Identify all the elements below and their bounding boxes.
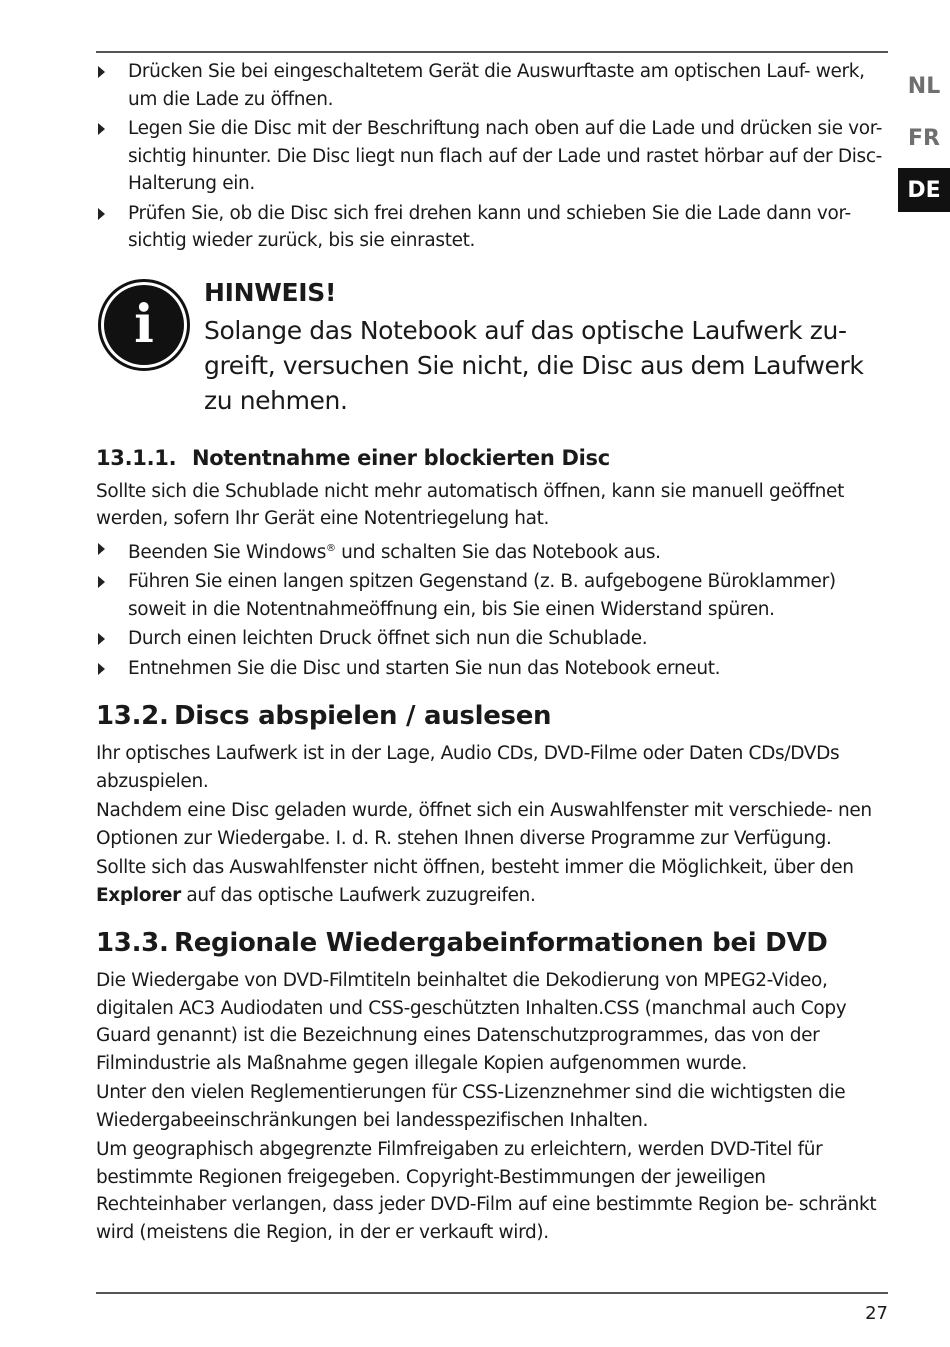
bullet-arrow-icon [98, 663, 105, 675]
lang-tab-nl: NL [907, 73, 941, 99]
top-bullet-list [96, 58, 888, 255]
page-number: 27 [865, 1303, 888, 1324]
language-tabs [898, 64, 950, 220]
bullet-arrow-icon [98, 208, 105, 220]
list-item: Prüfen Sie, ob die Disc sich frei drehen kann und schieben Sie die Lade dann vor- sichtig wieder zurück, bis sie einrastet. [96, 200, 888, 255]
registered-mark: ® [326, 542, 336, 554]
explorer-term: Explorer [96, 884, 181, 906]
section-132-paragraph: Sollte sich das Auswahlfenster nicht öffnen, besteht immer die Möglichkeit, über den Explorer auf das optische Laufwerk zuzugreifen. [96, 857, 854, 906]
lang-tab-de: DE [898, 168, 950, 212]
section-133-heading: 13.3. Regionale Wiedergabeinformationen bei DVD [96, 928, 828, 959]
list-item: Führen Sie einen langen spitzen Gegenstand (z. B. aufgebogene Büroklammer) soweit in die Notentnahmeöffnung ein, bis Sie einen Widerstand spüren. [96, 568, 888, 623]
note-box [96, 277, 888, 418]
section-133-paragraph: Um geographisch abgegrenzte Filmfreigaben zu erleichtern, werden DVD-Titel für bestimmte Regionen freigegeben. Copyright-Bestimmungen der jeweiligen Rechteinhaber verlangen, dass jeder DVD-Film auf eine bestimmte Region be- schränkt wird (meistens die Region, in der er verkauft wird). [96, 1139, 877, 1243]
list-item: Drücken Sie bei eingeschaltetem Gerät die Auswurftaste am optischen Lauf- werk, um die Lade zu öffnen. [96, 58, 888, 113]
note-text: Solange das Notebook auf das optische Laufwerk zu- greift, versuchen Sie nicht, die Disc aus dem Laufwerk zu nehmen. [204, 315, 864, 415]
top-rule [96, 51, 888, 53]
section-1311-intro: Sollte sich die Schublade nicht mehr automatisch öffnen, kann sie manuell geöffnet werden, sofern Ihr Gerät eine Notentriegelung hat. [96, 480, 844, 529]
note-title: HINWEIS! [204, 277, 337, 307]
bullet-arrow-icon [98, 633, 105, 645]
section-132-heading: 13.2. Discs abspielen / auslesen [96, 701, 552, 732]
bullet-arrow-icon [98, 576, 105, 588]
list-item: Legen Sie die Disc mit der Beschriftung nach oben auf die Lade und drücken sie vor- sichtig hinunter. Die Disc liegt nun flach auf der Lade und rastet hörbar auf der Disc-Halterung ein. [96, 115, 888, 198]
section-1311-bullet-list [96, 535, 888, 683]
section-132-paragraph: Nachdem eine Disc geladen wurde, öffnet sich ein Auswahlfenster mit verschiede- nen Optionen zur Wiedergabe. I. d. R. stehen Ihnen diverse Programme zur Verfügung. [96, 800, 872, 849]
info-icon: i [98, 279, 190, 371]
section-132-paragraph: Ihr optisches Laufwerk ist in der Lage, Audio CDs, DVD-Filme oder Daten CDs/DVDs abzuspielen. [96, 743, 840, 792]
page-content [96, 58, 888, 1248]
bottom-rule [96, 1292, 888, 1294]
list-item: Beenden Sie Windows® und schalten Sie das Notebook aus. [96, 535, 888, 567]
bullet-arrow-icon [98, 543, 105, 555]
list-item: Entnehmen Sie die Disc und starten Sie nun das Notebook erneut. [96, 655, 888, 683]
section-1311-heading: 13.1.1. Notentnahme einer blockierten Disc [96, 445, 610, 470]
section-133-paragraph: Unter den vielen Reglementierungen für CSS-Lizenznehmer sind die wichtigsten die Wiedergabeeinschränkungen bei landesspezifischen Inhalten. [96, 1082, 846, 1131]
bullet-arrow-icon [98, 123, 105, 135]
bullet-arrow-icon [98, 66, 105, 78]
list-item: Durch einen leichten Druck öffnet sich nun die Schublade. [96, 625, 888, 653]
lang-tab-fr: FR [908, 125, 940, 151]
section-133-paragraph: Die Wiedergabe von DVD-Filmtiteln beinhaltet die Dekodierung von MPEG2-Video, digitalen AC3 Audiodaten und CSS-geschützten Inhalten.CSS (manchmal auch Copy Guard genannt) ist die Bezeichnung eines Datenschutzprogrammes, das von der Filmindustrie als Maßnahme gegen illegale Kopien aufgenommen wurde. [96, 970, 847, 1074]
